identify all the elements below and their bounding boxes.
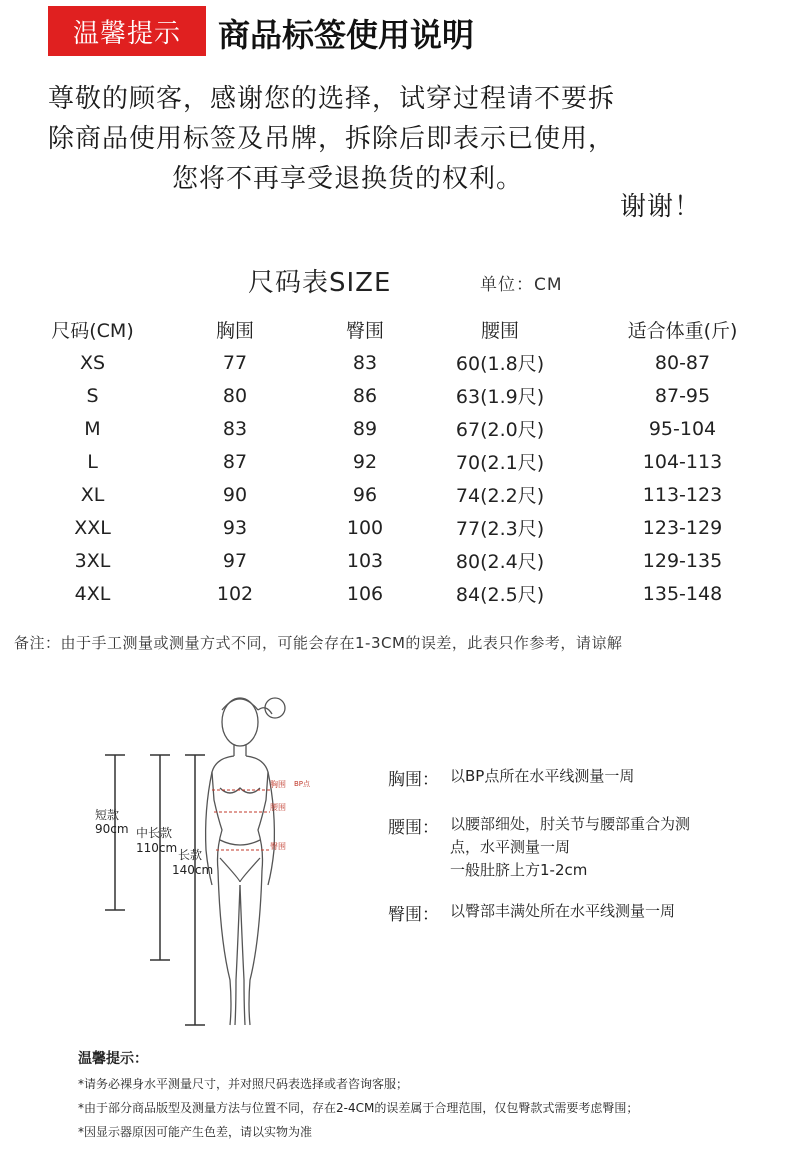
tag-hip: 臀围 <box>270 842 286 851</box>
cell-size: XXL <box>74 516 111 539</box>
cell-size: M <box>84 417 101 440</box>
cell-size: XS <box>79 351 106 374</box>
cell-size: S <box>86 384 99 407</box>
chest-measure-text: 以BP点所在水平线测量一周 <box>450 767 635 785</box>
page-title: 商品标签使用说明 <box>218 16 475 54</box>
length-markers <box>105 755 205 1025</box>
cell-hip: 103 <box>346 549 384 572</box>
cell-waist: 67(2.0尺) <box>455 419 545 441</box>
cell-weight: 135-148 <box>642 582 723 605</box>
notice-line-2: 除商品使用标签及吊牌，拆除后即表示已使用， <box>48 124 616 154</box>
cell-hip: 86 <box>352 384 378 407</box>
cell-hip: 92 <box>352 450 378 473</box>
cell-waist: 63(1.9尺) <box>455 386 545 408</box>
cell-size: XL <box>80 483 105 506</box>
cell-chest: 80 <box>222 384 248 407</box>
cell-waist: 77(2.3尺) <box>455 518 545 540</box>
notice-line-3: 您将不再享受退换货的权利。 <box>172 164 524 194</box>
table-row <box>40 379 770 412</box>
cell-size: L <box>87 450 98 473</box>
cell-size: 4XL <box>74 582 111 605</box>
mid-length-label: 中长款 <box>136 826 173 840</box>
table-row <box>40 346 770 379</box>
cell-waist: 60(1.8尺) <box>455 353 545 375</box>
table-row <box>40 544 770 577</box>
cell-chest: 83 <box>222 417 248 440</box>
cell-hip: 83 <box>352 351 378 374</box>
cell-weight: 113-123 <box>642 483 723 506</box>
tip-item-3: *因显示器原因可能产生色差，请以实物为准 <box>78 1125 313 1139</box>
header-weight: 适合体重(斤) <box>627 320 738 342</box>
size-chart-title: 尺码表SIZE <box>248 268 392 298</box>
cell-chest: 87 <box>222 450 248 473</box>
short-length-label: 短款 <box>95 808 120 822</box>
hip-measure-label: 臀围： <box>388 905 439 925</box>
table-row <box>40 412 770 445</box>
cell-hip: 106 <box>346 582 384 605</box>
cell-chest: 97 <box>222 549 248 572</box>
cell-waist: 70(2.1尺) <box>455 452 545 474</box>
cell-waist: 80(2.4尺) <box>455 551 545 573</box>
cell-chest: 90 <box>222 483 248 506</box>
cell-hip: 96 <box>352 483 378 506</box>
tips-title: 温馨提示： <box>78 1051 148 1067</box>
table-row <box>40 445 770 478</box>
table-row <box>40 511 770 544</box>
cell-weight: 123-129 <box>642 516 723 539</box>
body-figure-illustration <box>80 680 380 1030</box>
cell-weight: 104-113 <box>642 450 723 473</box>
header-chest: 胸围 <box>215 320 254 342</box>
cell-chest: 93 <box>222 516 248 539</box>
cell-chest: 102 <box>216 582 254 605</box>
tag-waist: 腰围 <box>270 803 286 812</box>
cell-hip: 100 <box>346 516 384 539</box>
notice-thanks: 谢谢！ <box>620 192 702 222</box>
size-chart-unit: 单位：CM <box>480 275 563 295</box>
tag-bp: BP点 <box>294 780 311 788</box>
header-waist: 腰围 <box>480 320 519 342</box>
hip-measure-text: 以臀部丰满处所在水平线测量一周 <box>450 902 676 920</box>
cell-waist: 84(2.5尺) <box>455 584 545 606</box>
long-length-label: 长款 <box>178 848 203 862</box>
short-length-value: 90cm <box>95 822 129 836</box>
waist-measure-text-1: 以腰部细处，肘关节与腰部重合为测 <box>450 815 691 833</box>
long-length-value: 140cm <box>172 863 214 877</box>
tip-item-2: *由于部分商品版型及测量方法与位置不同，存在2-4CM的误差属于合理范围，仅包臀款式需要考虑臀围； <box>78 1101 639 1115</box>
size-table-header <box>40 313 770 346</box>
header-size: 尺码(CM) <box>51 320 134 342</box>
size-table <box>40 313 770 610</box>
cell-chest: 77 <box>222 351 248 374</box>
header-hip: 臀围 <box>345 320 384 342</box>
size-chart-remark: 备注：由于手工测量或测量方式不同，可能会存在1-3CM的误差，此表只作参考，请谅解 <box>14 634 623 652</box>
table-row <box>40 478 770 511</box>
cell-hip: 89 <box>352 417 378 440</box>
woman-figure-icon <box>206 698 285 1025</box>
chest-measure-label: 胸围： <box>388 770 439 790</box>
cell-waist: 74(2.2尺) <box>455 485 545 507</box>
cell-size: 3XL <box>74 549 111 572</box>
tip-item-1: *请务必裸身水平测量尺寸，并对照尺码表选择或者咨询客服； <box>78 1077 409 1091</box>
waist-measure-text-2: 点，水平测量一周 <box>450 838 571 856</box>
waist-measure-label: 腰围： <box>388 818 439 838</box>
cell-weight: 95-104 <box>648 417 717 440</box>
cell-weight: 80-87 <box>654 351 711 374</box>
mid-length-value: 110cm <box>136 841 178 855</box>
warm-tip-badge: 温馨提示 <box>48 6 206 56</box>
notice-line-1: 尊敬的顾客，感谢您的选择，试穿过程请不要拆 <box>48 84 616 114</box>
tag-chest: 胸围 <box>270 780 286 789</box>
cell-weight: 129-135 <box>642 549 723 572</box>
table-row <box>40 577 770 610</box>
waist-measure-text-3: 一般肚脐上方1-2cm <box>450 861 588 879</box>
cell-weight: 87-95 <box>654 384 711 407</box>
